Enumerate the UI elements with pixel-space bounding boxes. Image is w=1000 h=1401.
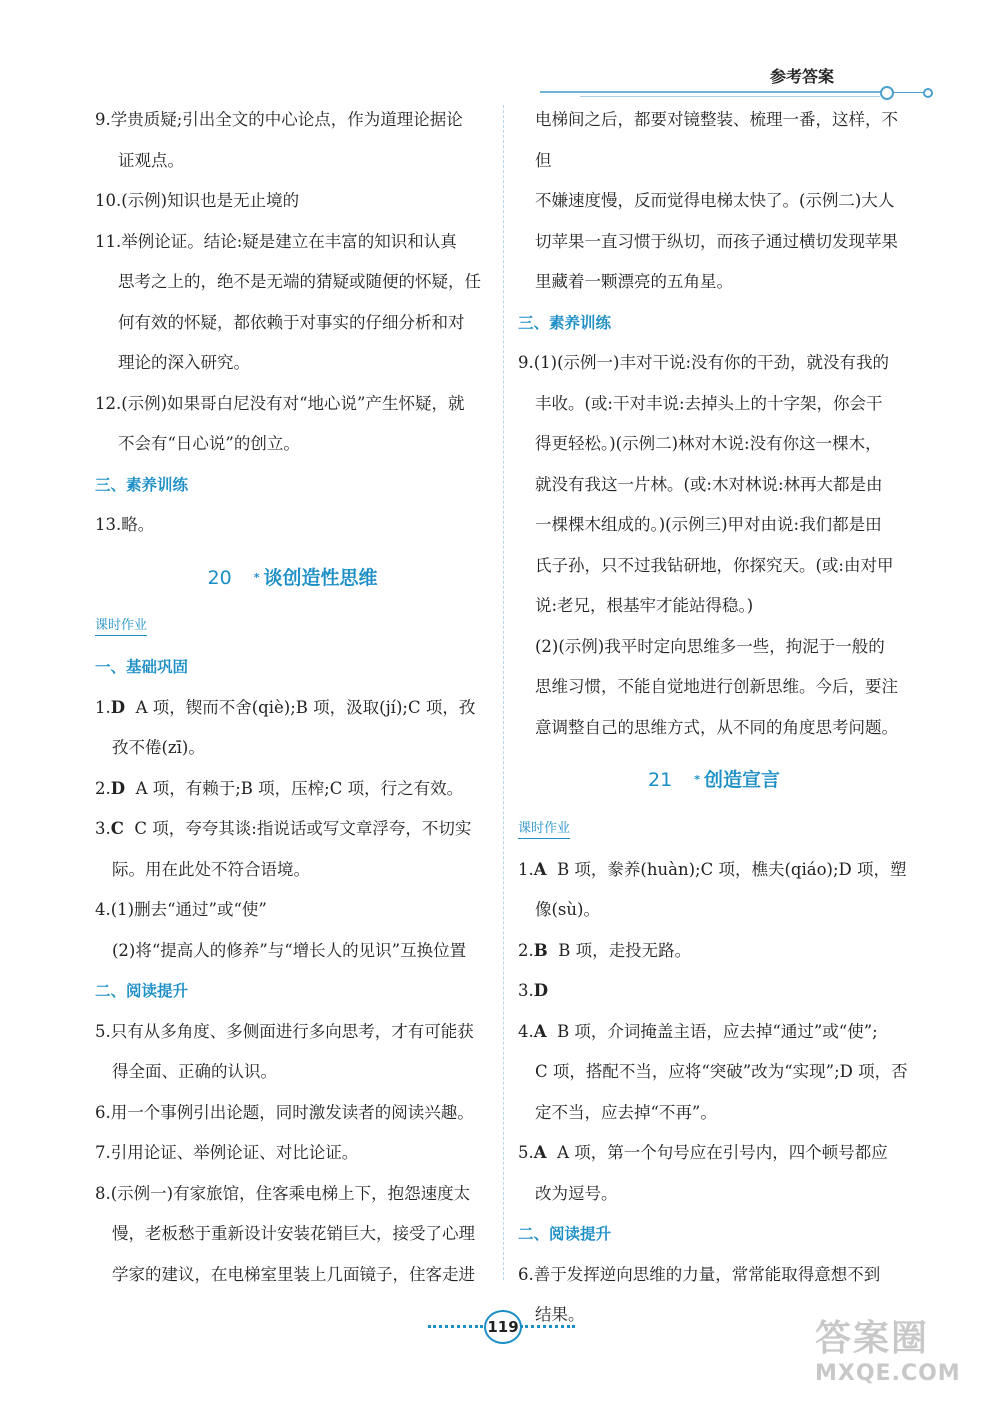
answer-r4-cont2: 定不当，应去掉“不再”。 xyxy=(535,1102,717,1122)
answer-r4-cont: C 项，搭配不当，应将“突破”改为“实现”;D 项，否 xyxy=(535,1062,908,1081)
answer-r6-cont: 结果。 xyxy=(535,1305,585,1324)
answer-r2: 2.B B 项，走投无路。 xyxy=(518,940,692,960)
answer-r4: 4.A B 项，介词掩盖主语，应去掉“通过”或“使”; xyxy=(518,1021,878,1041)
watermark-cn: 答案圈 xyxy=(815,1318,930,1359)
header-line-thin xyxy=(580,96,880,97)
answer-l8-cont2: 学家的建议，在电梯室里装上几面镜子，住客走进 xyxy=(112,1264,475,1284)
left-column xyxy=(95,100,490,1295)
header-title: 参考答案 xyxy=(770,67,835,86)
answer-11-cont2: 何有效的怀疑，都依赖于对事实的仔细分析和对 xyxy=(118,312,465,332)
section-heading-literacy: 三、素养训练 xyxy=(95,475,189,494)
answer-l2: 2.D A 项，有赖于;B 项，压榨;C 项，行之有效。 xyxy=(95,778,464,798)
answer-r9-line: 氏子孙，只不过我钻研地，你探究天。(或:由对甲 xyxy=(535,555,894,575)
page-number: 119 xyxy=(484,1310,522,1344)
answer-l3: 3.C C 项，夸夸其谈:指说话或写文章浮夸，不切实 xyxy=(95,819,472,838)
answer-l3-cont: 际。用在此处不符合语境。 xyxy=(112,859,310,879)
section-heading-reading: 二、阅读提升 xyxy=(95,982,189,1000)
answer-9-cont: 证观点。 xyxy=(118,150,184,170)
answer-r9-line: 思维习惯，不能自觉地进行创新思维。今后，要注 xyxy=(535,677,898,696)
right-column xyxy=(518,100,910,1336)
column-divider xyxy=(503,105,504,1280)
section-heading-basics: 一、基础巩固 xyxy=(95,658,189,676)
answer-l6: 6.用一个事例引出论题，同时激发读者的阅读兴趣。 xyxy=(95,1102,474,1122)
answer-12-cont: 不会有“日心说”的创立。 xyxy=(118,434,300,453)
header-circle-ornament xyxy=(880,86,894,100)
answer-l5: 5.只有从多角度、多侧面进行多向思考，才有可能获 xyxy=(95,1021,474,1041)
answer-r9: 9.(1)(示例一)丰对干说:没有你的干劲，就没有我的 xyxy=(518,353,890,372)
section-heading-literacy: 三、素养训练 xyxy=(518,313,612,332)
continued-line: 不嫌速度慢，反而觉得电梯太快了。(示例二)大人 xyxy=(535,191,895,210)
continued-line: 里藏着一颗漂亮的五角星。 xyxy=(535,272,733,291)
answer-r9-line: 得更轻松。)(示例二)林对木说:没有你这一棵木， xyxy=(535,434,882,453)
answer-l8-cont: 慢，老板愁于重新设计安装花销巨大，接受了心理 xyxy=(112,1224,475,1243)
answer-r1-cont: 像(sù)。 xyxy=(535,900,600,919)
answer-r9-line: 就没有我这一片林。(或:木对林说:林再大都是由 xyxy=(535,474,883,494)
answer-r9-line: 说:老兄，根基牢才能站得稳。) xyxy=(535,596,754,615)
answer-11: 11.举例论证。结论:疑是建立在丰富的知识和认真 xyxy=(95,231,457,251)
continued-line: 切苹果一直习惯于纵切，而孩子通过横切发现苹果 xyxy=(535,231,898,251)
continued-line: 电梯间之后，都要对镜整装、梳理一番，这样，不但 xyxy=(535,110,898,170)
answer-r9-line: 丰收。(或:干对丰说:去掉头上的十字架，你会干 xyxy=(535,393,883,413)
section-heading-reading: 二、阅读提升 xyxy=(518,1225,612,1243)
watermark-logo xyxy=(815,1310,990,1390)
answer-r9-line: 意调整自己的思维方式，从不同的角度思考问题。 xyxy=(535,717,898,737)
answer-r1: 1.A B 项，豢养(huàn);C 项，樵夫(qiáo);D 项，塑 xyxy=(518,859,907,879)
footer-dotted-line-left xyxy=(428,1325,483,1328)
answer-r6: 6.善于发挥逆向思维的力量，常常能取得意想不到 xyxy=(518,1264,881,1284)
answer-r5: 5.A A 项，第一个句号应在引号内，四个顿号都应 xyxy=(518,1143,888,1162)
homework-label: 课时作业 xyxy=(95,604,490,647)
answer-r5-cont: 改为逗号。 xyxy=(535,1183,618,1203)
answer-l8: 8.(示例一)有家旅馆，住客乘电梯上下，抱怨速度太 xyxy=(95,1183,471,1203)
header-small-circle-ornament xyxy=(923,88,933,98)
answer-13: 13.略。 xyxy=(95,515,155,534)
answer-l1: 1.D A 项，锲而不舍(qiè);B 项，汲取(jí);C 项，孜 xyxy=(95,697,476,717)
answer-11-cont3: 理论的深入研究。 xyxy=(118,353,250,372)
answer-r3: 3.D xyxy=(518,981,549,1000)
answer-l1-cont: 孜不倦(zī)。 xyxy=(112,738,205,757)
lesson-20-title: 20 * 谈创造性思维 xyxy=(207,566,378,589)
answer-r9-line: (2)(示例)我平时定向思维多一些，拘泥于一般的 xyxy=(535,636,885,656)
answer-10: 10.(示例)知识也是无止境的 xyxy=(95,191,300,210)
header-line xyxy=(540,91,885,93)
answer-l5-cont: 得全面、正确的认识。 xyxy=(112,1062,277,1081)
answer-9: 9.学贵质疑;引出全文的中心论点，作为道理论据论 xyxy=(95,110,463,129)
header-connector xyxy=(893,92,923,93)
answer-r9-line: 一棵棵木组成的。)(示例三)甲对由说:我们都是田 xyxy=(535,515,882,534)
answer-l4-cont: (2)将“提高人的修养”与“增长人的见识”互换位置 xyxy=(112,940,467,960)
watermark-en: MXQE.COM xyxy=(815,1361,961,1386)
answer-l4: 4.(1)删去“通过”或“使” xyxy=(95,900,267,919)
lesson-21-title: 21 * 创造宣言 xyxy=(648,769,780,791)
footer-dotted-line-right xyxy=(520,1325,575,1328)
answer-11-cont: 思考之上的，绝不是无端的猜疑或随便的怀疑，任 xyxy=(118,272,481,291)
answer-12: 12.(示例)如果哥白尼没有对“地心说”产生怀疑，就 xyxy=(95,393,465,413)
answer-l7: 7.引用论证、举例论证、对比论证。 xyxy=(95,1143,359,1162)
homework-label: 课时作业 xyxy=(518,807,910,850)
